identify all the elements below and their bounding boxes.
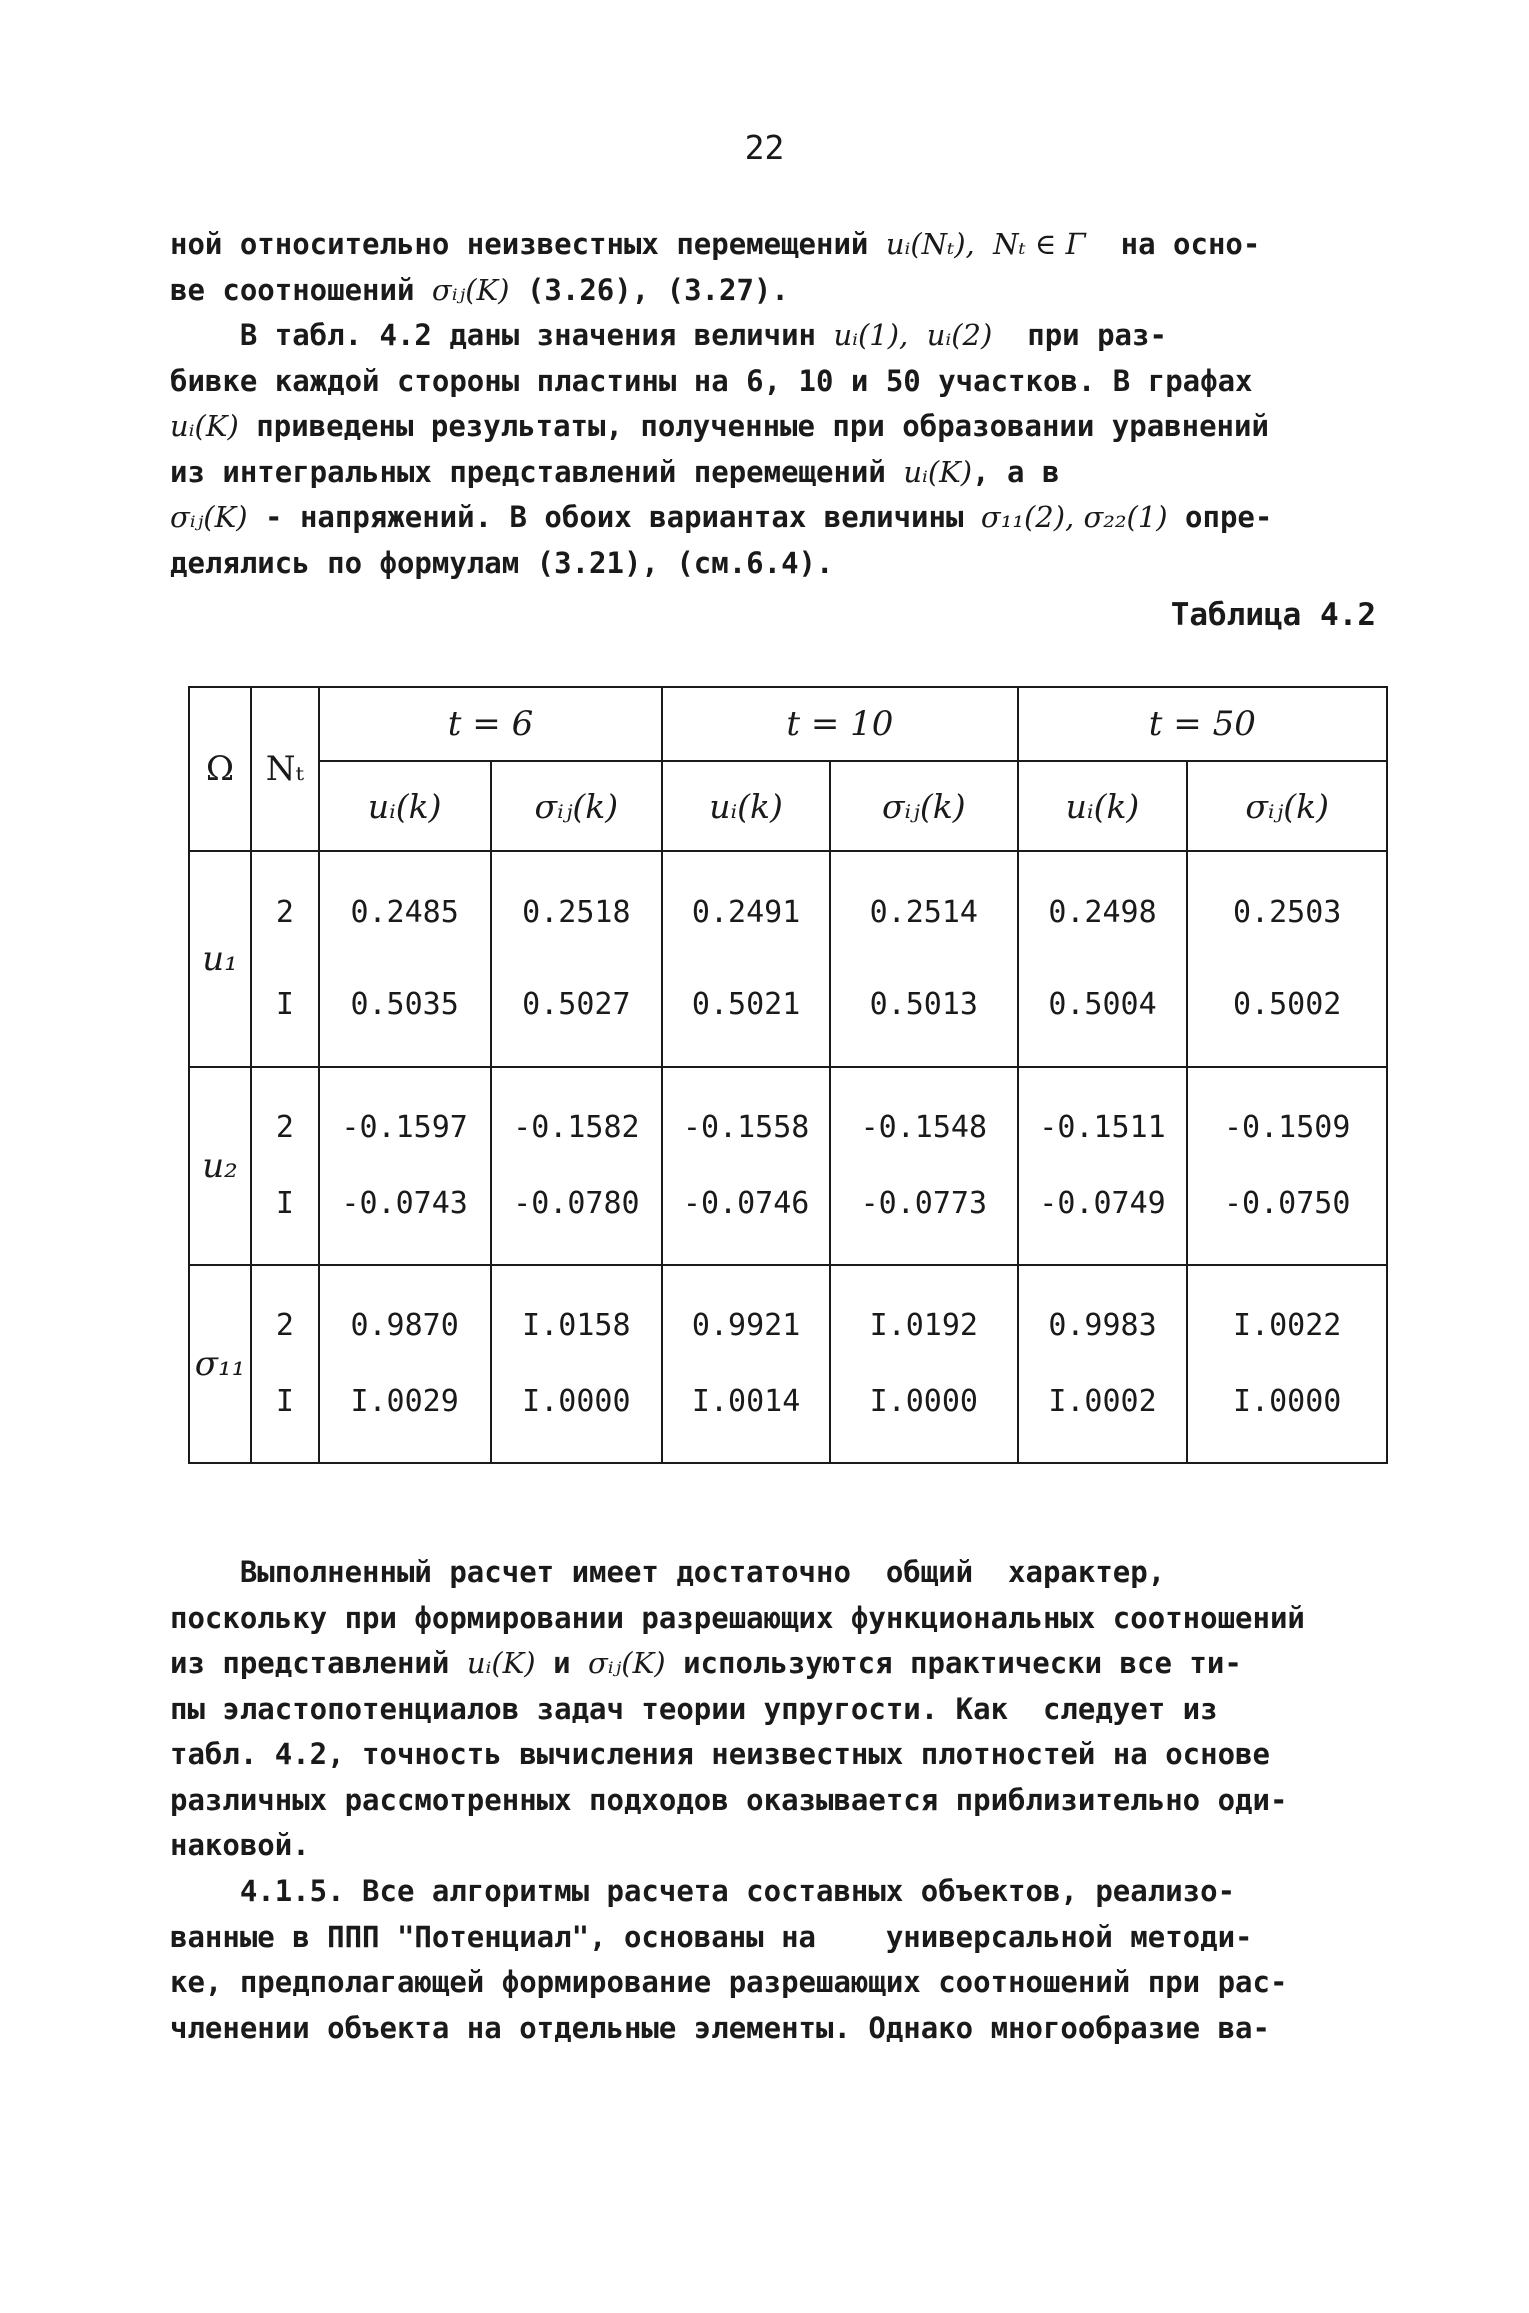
table-row-u1	[189, 851, 1387, 1067]
para1-line-2: ве соотношений σᵢⱼ(K) (3.26), (3.27).	[170, 272, 789, 307]
value-cell: I.0158 I.0000	[491, 1265, 663, 1463]
sub-header: uᵢ(k)	[662, 761, 830, 851]
value-cell: 0.2503 0.5002	[1187, 851, 1387, 1067]
value-cell: 0.2518 0.5027	[491, 851, 663, 1067]
sub-header: σᵢⱼ(k)	[491, 761, 663, 851]
para2-line-5: σᵢⱼ(K) - напряжений. В обоих вариантах величины σ₁₁(2), σ₂₂(1) опре-	[170, 500, 1273, 534]
para2-line-6: делялись по формулам (3.21), (см.6.4).	[170, 545, 834, 580]
results-table	[188, 686, 1388, 1464]
para4-line-2: ванные в ППП "Потенциал", основаны на универсальной методи-	[170, 1919, 1253, 1954]
para1-line-1: ной относительно неизвестных перемещений uᵢ(Nₜ), Nₜ ∈ Γ на осно-	[170, 227, 1261, 261]
group-header-t10: t = 10	[662, 687, 1017, 761]
paragraph-1	[170, 222, 1390, 313]
para4-line-3: ке, предполагающей формирование разрешающих соотношений при рас-	[170, 1965, 1288, 1999]
para2-line-4: из интегральных представлений перемещений uᵢ(K), а в	[170, 454, 1060, 489]
para3-line-2: поскольку при формировании разрешающих функциональных соотношений	[170, 1600, 1305, 1635]
page-number: 22	[744, 128, 785, 167]
value-cell: 0.2498 0.5004	[1018, 851, 1188, 1067]
value-cell: -0.1548 -0.0773	[830, 1067, 1018, 1265]
table-caption: Таблица 4.2	[1170, 597, 1376, 633]
table-row-sigma11	[189, 1265, 1387, 1463]
row-label: u₁	[189, 851, 251, 1067]
para4-line-1: 4.1.5. Все алгоритмы расчета составных объектов, реализо-	[170, 1874, 1236, 1908]
value-cell: -0.1511 -0.0749	[1018, 1067, 1188, 1265]
sub-header: σᵢⱼ(k)	[830, 761, 1018, 851]
value-cell: -0.1558 -0.0746	[662, 1067, 830, 1265]
para3-line-7: наковой.	[170, 1828, 310, 1862]
sub-header: uᵢ(k)	[1018, 761, 1188, 851]
paragraph-2	[170, 313, 1390, 586]
para4-line-4: членении объекта на отдельные элементы. Однако многообразие ва-	[170, 2010, 1270, 2045]
group-header-t6: t = 6	[319, 687, 662, 761]
value-cell: 0.2514 0.5013	[830, 851, 1018, 1067]
value-cell: I.0022 I.0000	[1187, 1265, 1387, 1463]
table-row-u2	[189, 1067, 1387, 1265]
para3-line-6: различных рассмотренных подходов оказывается приблизительно оди-	[170, 1782, 1288, 1817]
nt-cell: 2 I	[251, 1067, 319, 1265]
value-cell: -0.1597 -0.0743	[319, 1067, 491, 1265]
value-cell: 0.9870 I.0029	[319, 1265, 491, 1463]
paragraph-3	[170, 1550, 1390, 1869]
paragraph-4	[170, 1869, 1390, 2051]
group-header-t50: t = 50	[1018, 687, 1387, 761]
para2-line-3: uᵢ(K) приведены результаты, полученные при образовании уравнений	[170, 409, 1269, 443]
sub-header: uᵢ(k)	[319, 761, 491, 851]
para2-line-2: бивке каждой стороны пластины на 6, 10 и 50 участков. В графах	[170, 363, 1253, 398]
value-cell: 0.9983 I.0002	[1018, 1265, 1188, 1463]
value-cell: -0.1509 -0.0750	[1187, 1067, 1387, 1265]
omega-header: Ω	[189, 687, 251, 851]
row-label: u₂	[189, 1067, 251, 1265]
para3-line-3: из представлений uᵢ(K) и σᵢⱼ(K) используются практически все ти-	[170, 1646, 1242, 1680]
row-label: σ₁₁	[189, 1265, 251, 1463]
nt-cell: 2 I	[251, 851, 319, 1067]
nt-header: Nₜ	[251, 687, 319, 851]
para3-line-5: табл. 4.2, точность вычисления неизвестных плотностей на основе	[170, 1737, 1270, 1771]
para3-line-1: Выполненный расчет имеет достаточно общий характер,	[170, 1555, 1166, 1589]
value-cell: 0.2491 0.5021	[662, 851, 830, 1067]
sub-header: σᵢⱼ(k)	[1187, 761, 1387, 851]
para2-line-1: В табл. 4.2 даны значения величин uᵢ(1), uᵢ(2) при раз-	[170, 318, 1167, 352]
nt-cell: 2 I	[251, 1265, 319, 1463]
value-cell: -0.1582 -0.0780	[491, 1067, 663, 1265]
value-cell: 0.9921 I.0014	[662, 1265, 830, 1463]
value-cell: I.0192 I.0000	[830, 1265, 1018, 1463]
value-cell: 0.2485 0.5035	[319, 851, 491, 1067]
para3-line-4: пы эластопотенциалов задач теории упругости. Как следует из	[170, 1691, 1218, 1726]
